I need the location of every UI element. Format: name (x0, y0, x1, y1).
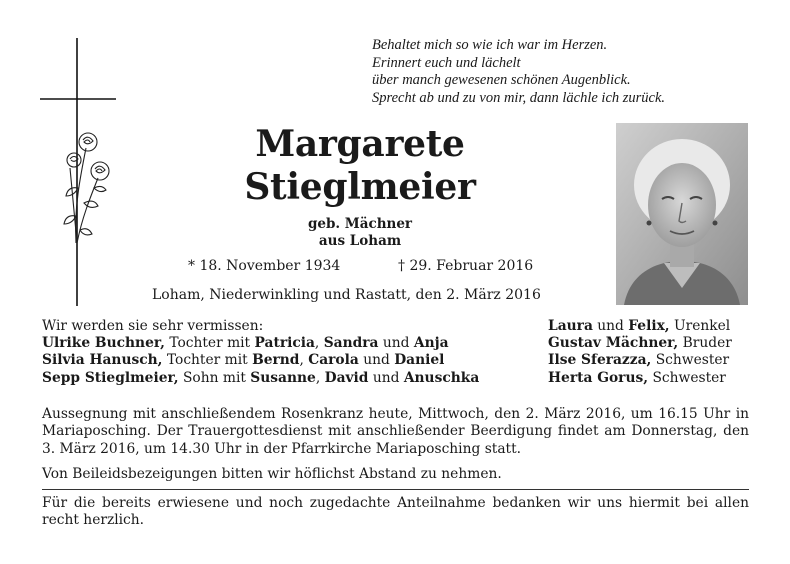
divider (42, 489, 749, 490)
mourner-row: Laura und Felix, Urenkel (548, 318, 731, 334)
origin: aus Loham (318, 233, 402, 249)
poem-line: über manch gewesenen schönen Augenblick. (372, 72, 631, 89)
deceased-last-name: Stieglmeier (244, 166, 476, 208)
maiden-name: geb. Mächner (307, 216, 413, 232)
rose-icon (64, 133, 109, 243)
poem (372, 37, 762, 107)
condolence-note: Von Beileidsbezeigungen bitten wir höflichst Abstand zu nehmen. (42, 466, 502, 482)
portrait-photo (616, 123, 748, 305)
mourner-row: Herta Gorus, Schwester (548, 369, 726, 386)
death-date: † 29. Februar 2016 (398, 258, 534, 274)
poem-line: Erinnert euch und lächelt (372, 54, 521, 71)
mourner-row: Ulrike Buchner, Tochter mit Patricia, Sandra und Anja (42, 335, 449, 352)
deceased-first-name: Margarete (255, 123, 465, 165)
mourners-left (42, 318, 479, 387)
mourner-row: Silvia Hanusch, Tochter mit Bernd, Carola und Daniel (42, 352, 445, 369)
birth-date: * 18. November 1934 (188, 258, 341, 274)
mourners-right (548, 318, 732, 387)
place-and-date: Loham, Niederwinkling und Rastatt, den 2. März 2016 (152, 287, 541, 303)
mourner-row: Gustav Mächner, Bruder (548, 335, 732, 352)
thanks-note: Für die bereits erwiesene und noch zugedachte Anteilnahme bedanken wir uns hiermit bei allen recht herzlich. (42, 495, 749, 529)
poem-line: Behaltet mich so wie ich war im Herzen. (372, 37, 608, 53)
mourner-row: Sepp Stieglmeier, Sohn mit Susanne, David und Anuschka (42, 369, 480, 386)
poem-line: Sprecht ab und zu von mir, dann lächle ich zurück. (372, 89, 666, 106)
mourners-intro: Wir werden sie sehr vermissen: (42, 318, 264, 334)
cross-icon (40, 38, 118, 306)
service-details: Aussegnung mit anschließendem Rosenkranz heute, Mittwoch, den 2. März 2016, um 16.15 Uhr in Mariaposching. Der Trauergottesdienst mit anschließender Beerdigung findet am Donnerstag, den 3. März 2016, um 14.30 Uhr in der Pfarrkirche Mariaposching statt. (42, 406, 749, 457)
mourner-row: Ilse Sferazza, Schwester (548, 352, 730, 369)
